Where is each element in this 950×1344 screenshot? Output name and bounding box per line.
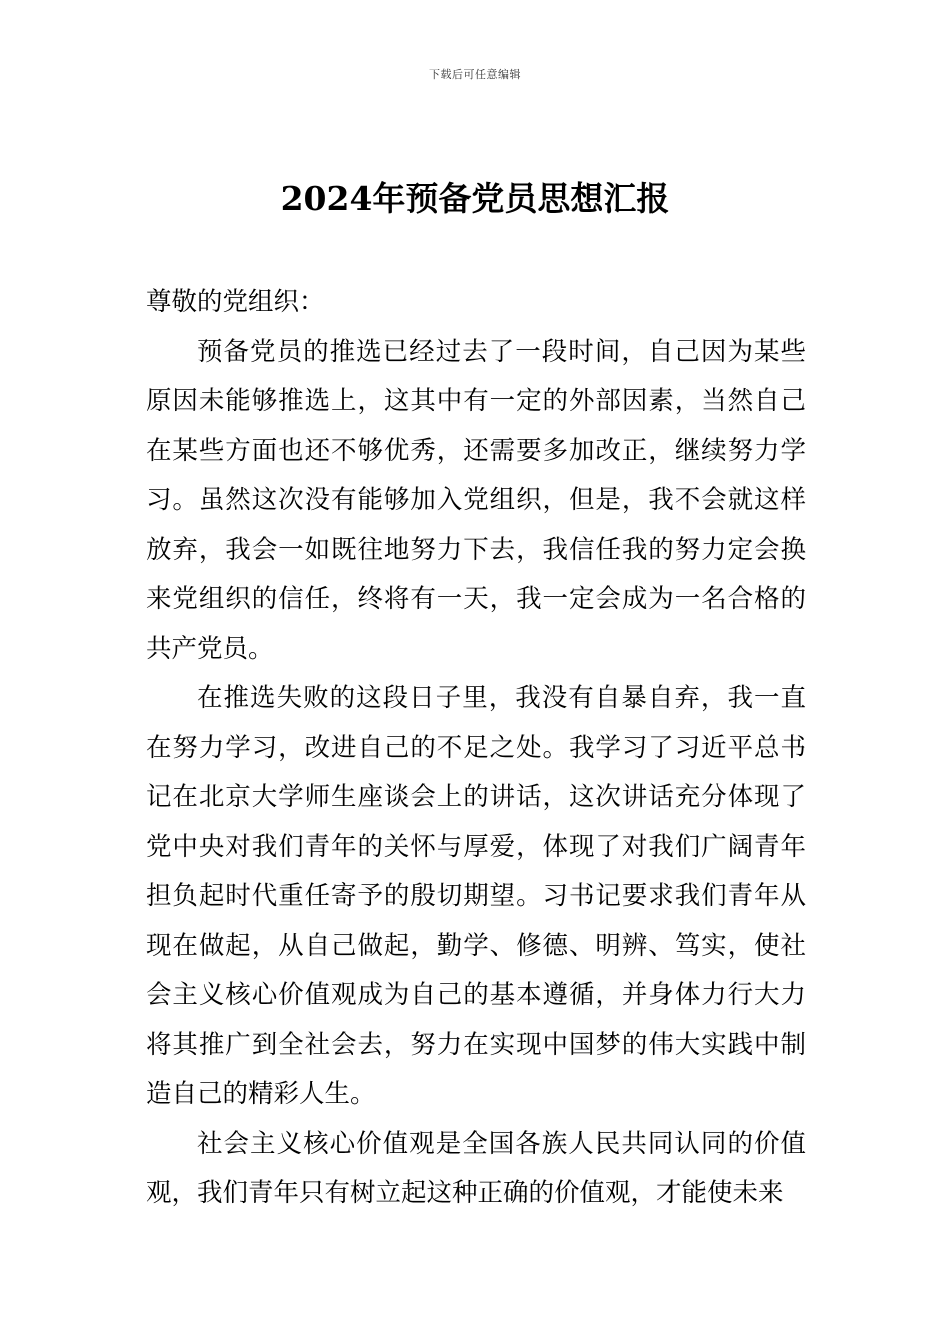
paragraph-2: 在推选失败的这段日子里，我没有自暴自弃，我一直在努力学习，改进自己的不足之处。我学习了习近平总书记在北京大学师生座谈会上的讲话，这次讲话充分体现了党中央对我们青年的关怀与厚爱，体现了对我们广阔青年担负起时代重任寄予的殷切期望。习书记要求我们青年从现在做起，从自己做起，勤学、修德、明辨、笃实，使社会主义核心价值观成为自己的基本遵循，并身体力行大力将其推广到全社会去，努力在实现中国梦的伟大实践中制造自己的精彩人生。 — [146, 683, 806, 1109]
paragraph-1: 预备党员的推选已经过去了一段时间，自己因为某些原因未能够推选上，这其中有一定的外部因素，当然自己在某些方面也还不够优秀，还需要多加改正，继续努力学习。虽然这次没有能够加入党组织，但是，我不会就这样放弃，我会一如既往地努力下去，我信任我的努力定会换来党组织的信任，终将有一天，我一定会成为一名合格的共产党员。 — [146, 336, 806, 664]
page-header-note: 下载后可任意编辑 — [429, 68, 521, 81]
document-title: 2024年预备党员思想汇报 — [280, 179, 670, 218]
salutation: 尊敬的党组织： — [146, 287, 325, 317]
document-body — [146, 278, 806, 1219]
paragraph-3: 社会主义核心价值观是全国各族人民共同认同的价值观，我们青年只有树立起这种正确的价值观，才能使未来 — [146, 1128, 806, 1208]
